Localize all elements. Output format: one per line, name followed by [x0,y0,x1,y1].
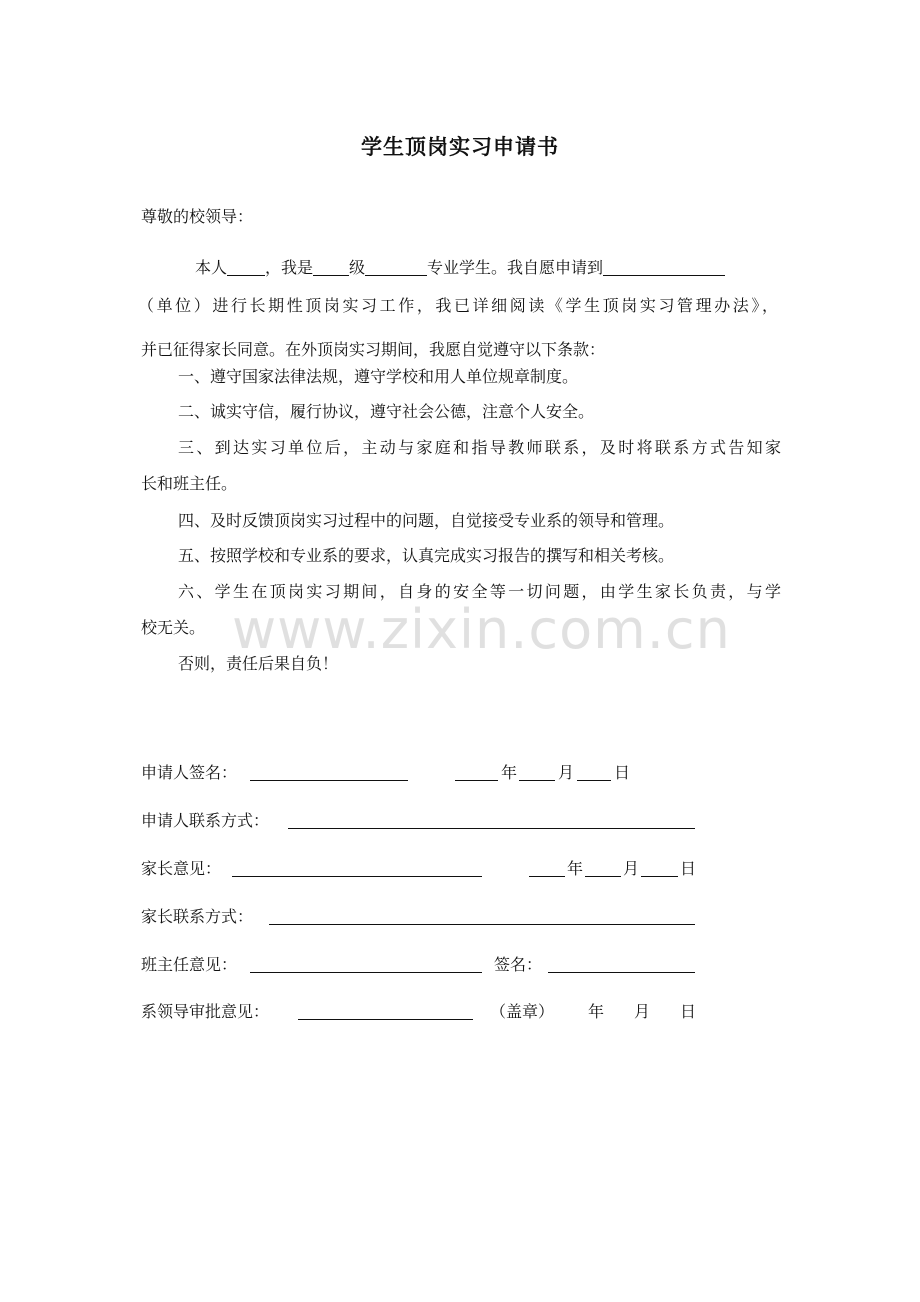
clause-3: 三、到达实习单位后，主动与家庭和指导教师联系，及时将联系方式告知家 [178,438,781,457]
applicant-year-field[interactable] [455,780,498,781]
watermark: www.zixin.com.cn [232,598,731,661]
clause-1: 一、遵守国家法律法规，遵守学校和用人单位规章制度。 [178,367,579,386]
intro-text-2: ，我是 [265,258,314,277]
parent-contact-field[interactable] [269,924,695,925]
clause-4: 四、及时反馈顶岗实习过程中的问题，自觉接受专业系的领导和管理。 [178,511,675,530]
intro-line-1 [195,260,725,276]
month-label-2: 月 [623,859,640,878]
year-label: 年 [501,763,518,782]
parent-contact-label: 家长联系方式： [141,907,254,926]
applicant-month-field[interactable] [519,780,555,781]
parent-month-field[interactable] [585,876,621,877]
clause-5: 五、按照学校和专业系的要求，认真完成实习报告的撰写和相关考核。 [178,546,675,565]
parent-year-field[interactable] [529,876,565,877]
day-label-2: 日 [680,859,697,878]
unit-blank[interactable] [603,260,725,276]
clause-6: 六、学生在顶岗实习期间，自身的安全等一切问题，由学生家长负责，与学 [178,582,781,601]
document-title: 学生顶岗实习申请书 [361,134,559,159]
day-label: 日 [614,763,631,782]
intro-line-3: 并已征得家长同意。在外顶岗实习期间，我愿自觉遵守以下条款： [141,340,606,359]
dept-approval-field[interactable] [298,1019,473,1020]
applicant-day-field[interactable] [577,780,611,781]
parent-opinion-label: 家长意见： [141,859,222,878]
closing-statement: 否则，责任后果自负！ [178,654,339,673]
parent-opinion-field[interactable] [232,876,482,877]
month-label: 月 [558,763,575,782]
teacher-opinion-field[interactable] [250,972,482,973]
clause-3-cont: 长和班主任。 [141,474,238,493]
parent-day-field[interactable] [641,876,678,877]
year-label-3: 年 [588,1002,605,1021]
seal-label: （盖章） [490,1002,555,1021]
intro-text-4: 专业学生。我自愿申请到 [427,258,604,277]
clause-6-cont: 校无关。 [141,618,206,637]
intro-text-3: 级 [349,258,366,277]
applicant-sign-label: 申请人签名： [141,763,238,782]
applicant-contact-field[interactable] [288,828,695,829]
month-label-3: 月 [634,1002,651,1021]
applicant-sign-field[interactable] [250,780,408,781]
teacher-sign-field[interactable] [548,972,695,973]
teacher-opinion-label: 班主任意见： [141,955,238,974]
teacher-sign-label: 签名： [494,955,543,974]
major-blank[interactable] [365,260,427,276]
grade-blank[interactable] [313,260,349,276]
clause-2: 二、诚实守信，履行协议，遵守社会公德，注意个人安全。 [178,402,595,421]
day-label-3: 日 [680,1002,697,1021]
dept-approval-label: 系领导审批意见： [141,1002,270,1021]
salutation: 尊敬的校领导： [141,207,254,226]
name-blank[interactable] [227,260,265,276]
intro-line-2: （单位）进行长期性顶岗实习工作，我已详细阅读《学生顶岗实习管理办法》， [138,296,778,315]
intro-text-1: 本人 [195,258,228,277]
applicant-contact-label: 申请人联系方式： [141,811,270,830]
year-label-2: 年 [567,859,584,878]
